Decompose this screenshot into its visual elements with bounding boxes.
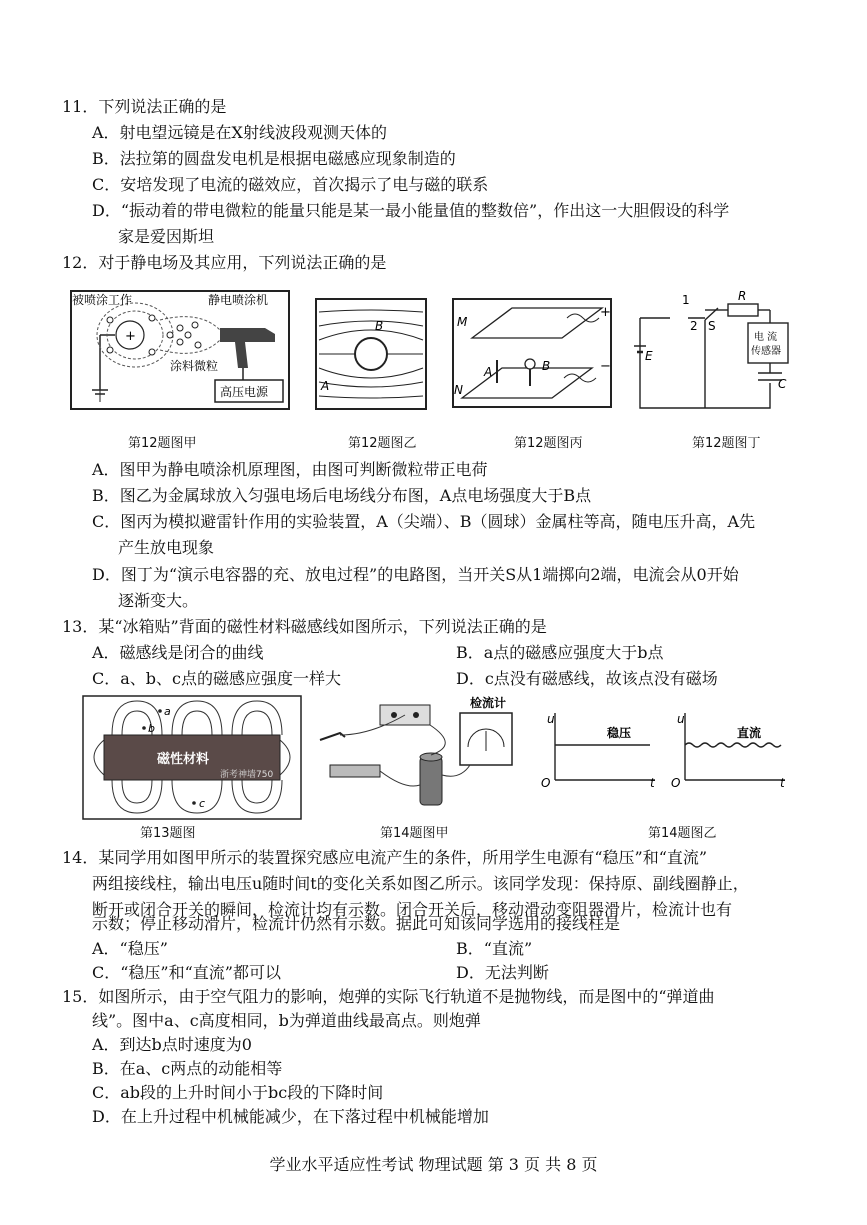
fig12-ding-sensor2: 传感器 xyxy=(751,346,781,357)
fig12-caption-yi: 第12题图乙 xyxy=(348,436,417,451)
q14-stem-line1: 14．某同学用如图甲所示的装置探究感应电流产生的条件，所用学生电源有“稳压”和“直流” xyxy=(62,848,708,867)
q14-stem-line4: 示数；停止移动滑片，检流计仍然有示数。据此可知该同学选用的接线柱是 xyxy=(92,914,621,933)
q13-stem: 13．某“冰箱贴”背面的磁性材料磁感线如图所示，下列说法正确的是 xyxy=(62,617,547,636)
fig12-ding-two: 2 xyxy=(690,319,698,333)
q15-option-a: A．到达b点时速度为0 xyxy=(92,1035,252,1054)
q13-option-c: C．a、b、c点的磁感应强度一样大 xyxy=(92,669,341,688)
q15-option-c: C．ab段的上升时间小于bc段的下降时间 xyxy=(92,1083,384,1102)
fig13-caption: 第13题图 xyxy=(140,826,196,841)
fig12-bing-a: A xyxy=(484,365,493,379)
q14-stem-line2: 两组接线柱，输出电压u随时间t的变化关系如图乙所示。该同学发现：保持原、副线圈静止， xyxy=(92,874,749,893)
fig13-point-a: a xyxy=(164,705,171,718)
fig12-jia-label1: 被喷涂工作 xyxy=(72,293,133,307)
q15-stem-line2: 线”。图中a、c高度相同，b为弹道曲线最高点。则炮弹 xyxy=(92,1011,481,1030)
q14-option-c: C．“稳压”和“直流”都可以 xyxy=(92,963,281,982)
fig14-t-axis-2: t xyxy=(780,776,785,790)
fig14-zhiliu-label: 直流 xyxy=(737,726,762,740)
fig13-point-b: b xyxy=(148,722,155,735)
fig14-origin-2: O xyxy=(671,776,681,790)
fig12-jia-label4: 高压电源 xyxy=(220,385,269,399)
q12-option-a: A．图甲为静电喷涂机原理图，由图可判断微粒带正电荷 xyxy=(92,460,488,479)
q15-stem-line1: 15．如图所示，由于空气阻力的影响，炮弹的实际飞行轨道不是抛物线，而是图中的“弹道曲 xyxy=(62,987,715,1006)
fig13-point-c: c xyxy=(199,797,206,810)
q13-option-b: B．a点的磁感应强度大于b点 xyxy=(456,643,664,662)
fig14-caption-jia: 第14题图甲 xyxy=(380,826,449,841)
q14-option-a: A．“稳压” xyxy=(92,939,168,958)
fig12-ding-c: C xyxy=(778,377,787,391)
q12-option-c-line1: C．图丙为模拟避雷针作用的实验装置，A（尖端）、B（圆球）金属柱等高，随电压升高，A先 xyxy=(92,512,756,531)
q11-option-d-line1: D．“振动着的带电微粒的能量只能是某一最小能量值的整数倍”，作出这一大胆假设的科学 xyxy=(92,201,730,220)
q13-option-d: D．c点没有磁感线，故该点没有磁场 xyxy=(456,669,718,688)
fig14-u-axis-1: u xyxy=(547,712,555,726)
fig12-jia xyxy=(70,290,290,410)
q14-stem-line3: 断开或闭合开关的瞬间，检流计均有示数。闭合开关后，移动滑动变阻器滑片，检流计也有 xyxy=(92,900,733,919)
fig14-jia-apparatus xyxy=(310,695,530,815)
fig12-caption-ding: 第12题图丁 xyxy=(692,436,761,451)
fig14-t-axis-1: t xyxy=(650,776,655,790)
q11-option-c: C．安培发现了电流的磁效应，首次揭示了电与磁的联系 xyxy=(92,175,489,194)
fig14-u-axis-2: u xyxy=(677,712,685,726)
fig14-meter-label: 检流计 xyxy=(470,696,507,710)
q12-option-d-line1: D．图丁为“演示电容器的充、放电过程”的电路图，当开关S从1端掷向2端，电流会从0开始 xyxy=(92,565,739,584)
fig12-ding-sensor1: 电 流 xyxy=(754,332,778,343)
fig12-ding-e: E xyxy=(645,349,653,363)
fig12-bing-minus: − xyxy=(600,359,611,374)
fig12-bing-m: M xyxy=(457,315,468,329)
fig12-jia-plus: + xyxy=(125,329,136,344)
fig12-yi xyxy=(315,298,427,410)
fig12-jia-label2: 静电喷涂机 xyxy=(208,293,269,307)
fig14-wenya-label: 稳压 xyxy=(607,726,632,740)
fig12-ding-one: 1 xyxy=(682,293,690,307)
fig12-ding-r: R xyxy=(738,289,747,303)
fig13-material-label: 磁性材料 xyxy=(157,752,210,767)
page-footer: 学业水平适应性考试 物理试题 第 3 页 共 8 页 xyxy=(269,1155,598,1174)
fig12-yi-a: A xyxy=(321,379,330,393)
fig12-caption-jia: 第12题图甲 xyxy=(128,436,197,451)
fig12-jia-label3: 涂料微粒 xyxy=(170,359,219,373)
q14-option-b: B．“直流” xyxy=(456,939,533,958)
q14-option-d: D．无法判断 xyxy=(456,963,549,982)
q12-option-d-line2: 逐渐变大。 xyxy=(118,591,199,610)
fig12-bing-plus: + xyxy=(600,305,611,320)
q11-option-d-line2: 家是爱因斯坦 xyxy=(118,227,215,246)
q15-option-d: D．在上升过程中机械能减少，在下落过程中机械能增加 xyxy=(92,1107,489,1126)
fig14-caption-yi: 第14题图乙 xyxy=(648,826,717,841)
fig12-bing-n: N xyxy=(454,383,463,397)
fig13-magnet-field xyxy=(82,695,302,820)
fig14-yi-graphs xyxy=(535,705,795,790)
q15-option-b: B．在a、c两点的动能相等 xyxy=(92,1059,283,1078)
q13-option-a: A．磁感线是闭合的曲线 xyxy=(92,643,264,662)
q12-option-c-line2: 产生放电现象 xyxy=(118,538,215,557)
q11-stem: 11．下列说法正确的是 xyxy=(62,97,227,116)
fig12-ding xyxy=(630,288,790,410)
q12-stem: 12．对于静电场及其应用，下列说法正确的是 xyxy=(62,253,387,272)
fig12-caption-bing: 第12题图丙 xyxy=(514,436,583,451)
fig12-bing-b: B xyxy=(542,359,551,373)
fig12-bing xyxy=(452,298,612,408)
fig12-yi-b: B xyxy=(375,319,384,333)
fig13-watermark: 浙考神墙750 xyxy=(220,770,274,780)
fig14-origin-1: O xyxy=(541,776,551,790)
fig12-ding-s: S xyxy=(708,319,716,333)
q12-option-b: B．图乙为金属球放入匀强电场后电场线分布图，A点电场强度大于B点 xyxy=(92,486,592,505)
q11-option-a: A．射电望远镜是在X射线波段观测天体的 xyxy=(92,123,387,142)
q11-option-b: B．法拉第的圆盘发电机是根据电磁感应现象制造的 xyxy=(92,149,456,168)
